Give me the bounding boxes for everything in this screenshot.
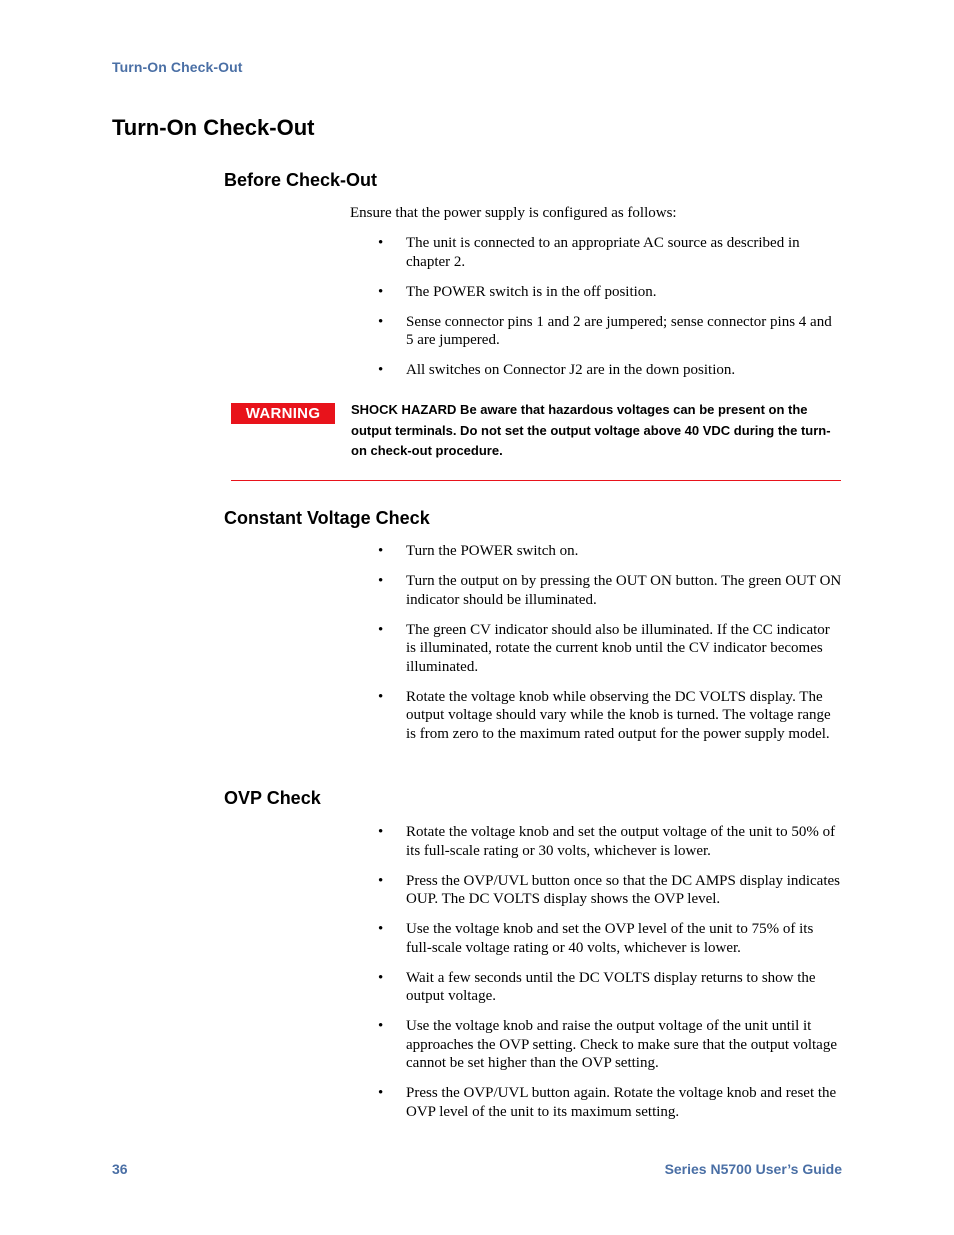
- list-item: • Turn the output on by pressing the OUT ON button. The green OUT ON indicator should be illuminated.: [378, 573, 842, 608]
- bullet-icon: •: [378, 283, 384, 300]
- footer-guide-title: Series N5700 User’s Guide: [664, 1161, 842, 1177]
- bullet-icon: •: [378, 872, 384, 889]
- bullet-icon: •: [378, 921, 384, 937]
- bullet-icon: •: [378, 1018, 384, 1034]
- section-heading-ovp-check: OVP Check: [224, 788, 321, 808]
- warning-badge: WARNING: [231, 403, 335, 424]
- page-number: 36: [112, 1161, 128, 1177]
- bullet-icon: •: [378, 362, 384, 378]
- bullet-icon: •: [378, 235, 384, 251]
- before-intro-text: Ensure that the power supply is configured as follows:: [350, 205, 677, 221]
- section-heading-before-check-out: Before Check-Out: [224, 170, 378, 190]
- bullet-icon: •: [378, 969, 384, 986]
- bullet-icon: •: [378, 543, 384, 559]
- list-item: • Turn the POWER switch on.: [378, 543, 579, 559]
- warning-divider: [231, 480, 841, 481]
- cv-bullet-list: [350, 542, 842, 755]
- bullet-icon: •: [378, 573, 384, 589]
- section-heading-constant-voltage-check: Constant Voltage Check: [224, 508, 430, 528]
- running-header: Turn-On Check-Out: [112, 59, 243, 75]
- bullet-icon: •: [378, 1085, 384, 1101]
- bullet-icon: •: [378, 621, 384, 638]
- bullet-icon: •: [378, 688, 384, 705]
- list-item: • The unit is connected to an appropriate AC source as described in chapter 2.: [378, 235, 800, 270]
- bullet-icon: •: [378, 313, 384, 330]
- list-item: • Press the OVP/UVL button once so that the DC AMPS display indicates OUP. The DC VOLTS display shows the OVP level.: [378, 872, 841, 907]
- list-item: • Wait a few seconds until the DC VOLTS display returns to show the output voltage.: [378, 969, 816, 1004]
- list-item: • Rotate the voltage knob and set the output voltage of the unit to 50% of its full-scale rating or 30 volts, whichever is lower.: [378, 824, 836, 859]
- list-item: • All switches on Connector J2 are in the down position.: [378, 362, 736, 378]
- list-item: • The POWER switch is in the off position.: [378, 283, 657, 300]
- list-item: • Use the voltage knob and set the OVP level of the unit to 75% of its full-scale voltage rating or 40 volts, whichever is lower.: [378, 921, 814, 956]
- list-item: • Use the voltage knob and raise the output voltage of the unit until it approaches the OVP setting. Check to make sure that the output voltage cannot be set higher than the OVP setting.: [378, 1018, 838, 1071]
- list-item: • Rotate the voltage knob while observing the DC VOLTS display. The output voltage should vary while the knob is turned. The voltage range is from zero to the maximum rated output for the power supply model.: [378, 688, 831, 742]
- list-item: • Sense connector pins 1 and 2 are jumpered; sense connector pins 4 and 5 are jumpered.: [378, 313, 832, 348]
- page-title: Turn-On Check-Out: [112, 115, 315, 140]
- bullet-icon: •: [378, 824, 384, 840]
- list-item: • The green CV indicator should also be illuminated. If the CC indicator is illuminated, rotate the current knob until the CV indicator becomes illuminated.: [378, 621, 830, 675]
- list-item: • Press the OVP/UVL button again. Rotate the voltage knob and reset the OVP level of the unit to its maximum setting.: [378, 1085, 837, 1120]
- ovp-bullet-list: [350, 823, 842, 1133]
- warning-text: SHOCK HAZARD Be aware that hazardous voltages can be present on the output terminals. Do not set the output voltage above 40 VDC during the turn-on check-out procedure.: [351, 402, 831, 458]
- before-bullet-list: [350, 234, 842, 391]
